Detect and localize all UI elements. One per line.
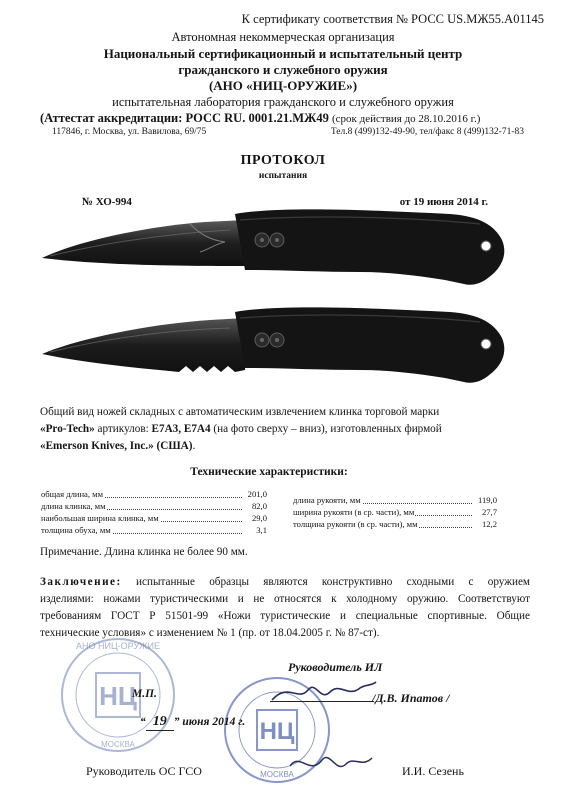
laboratory-name: испытательная лаборатория гражданского и служебного оружия: [112, 95, 454, 109]
spec-row: [40, 500, 268, 512]
cert-body-head-title: Руководитель ОС ГСО: [86, 764, 202, 778]
description-line2-tail: (на фото сверху – вниз), изготовленных фирмой: [210, 423, 442, 435]
spec-label: длина рукояти, мм: [293, 495, 361, 505]
stamp-city: МОСКВА: [260, 770, 294, 779]
stamp-ring-text: АНО НИЦ-ОРУЖИЕ: [76, 641, 160, 651]
organization-stamp: [58, 635, 178, 755]
spec-label: наибольшая ширина клинка, мм: [41, 513, 159, 523]
specs-title: Технические характеристики:: [190, 466, 348, 478]
description-articles-label: артикулов:: [94, 423, 152, 435]
stamp-logo: НЦ: [259, 718, 295, 745]
lab-head-title: Руководитель ИЛ: [288, 660, 383, 674]
organization-name-line1: Национальный сертификационный и испытательный центр: [103, 46, 463, 61]
spec-row: [292, 494, 498, 506]
spec-value: 82,0: [251, 501, 267, 511]
lab-head-name: /Д.В. Ипатов /: [372, 691, 450, 705]
spec-value: 3,1: [256, 525, 267, 535]
description-line1: Общий вид ножей складных с автоматическим извлечением клинка торговой марки: [40, 406, 440, 418]
lab-head-signature: [268, 672, 378, 712]
phones: Тел.8 (499)132-49-90, тел/факс 8 (499)132-71-83: [330, 127, 524, 137]
description: [40, 404, 442, 455]
signature-date: [140, 714, 245, 731]
conclusion-line2: изделиями: ножами туристическими и не относятся к холодному оружию. Соответствуют: [40, 593, 530, 605]
signature-day: 19: [146, 714, 174, 731]
organization-name-line2: гражданского и служебного оружия: [178, 62, 388, 77]
protocol-date: от 19 июня 2014 г.: [399, 196, 488, 208]
address: 117846, г. Москва, ул. Вавилова, 69/75: [52, 127, 207, 137]
spec-label: толщина рукояти (в ср. части), мм: [293, 519, 418, 529]
spec-label: общая длина, мм: [41, 489, 104, 499]
spec-value: 29,0: [251, 513, 267, 523]
knife-photo-e7a4: [40, 290, 510, 400]
specs-right-column: [292, 494, 498, 530]
spec-label: длина клинка, мм: [41, 501, 106, 511]
accreditation: [40, 111, 480, 126]
spec-label: толщина обуха, мм: [41, 525, 111, 535]
conclusion: [40, 574, 530, 642]
conclusion-text1: испытанные образцы являются конструктивно сходными с оружием: [136, 576, 530, 588]
model-numbers: E7A3, E7A4: [151, 423, 211, 435]
spec-value: 27,7: [481, 507, 497, 517]
brand-name: «Pro-Tech»: [40, 423, 95, 435]
note: Примечание. Длина клинка не более 90 мм.: [40, 546, 248, 558]
date-open-quote: “: [140, 716, 146, 728]
spec-label: ширина рукояти (в ср. части), мм: [293, 507, 415, 517]
protocol-title: ПРОТОКОЛ: [240, 153, 326, 168]
certificate-reference: К сертификату соответствия № РОСС US.МЖ55.А01145: [241, 12, 544, 26]
stamp-city: МОСКВА: [101, 740, 135, 749]
date-close-quote: ”: [173, 716, 180, 728]
conclusion-line4: технические условия» с изменением № 1 (пр. от 18.04.2005 г. № 87-ст).: [40, 627, 380, 639]
conclusion-label: Заключение:: [40, 576, 122, 588]
protocol-subtitle: испытания: [258, 171, 308, 181]
cert-body-head-name: И.И. Сезень: [402, 764, 464, 778]
accreditation-validity: (срок действия до 28.10.2016 г.): [332, 113, 481, 125]
protocol-number: № ХО-994: [82, 196, 132, 208]
spec-row: [40, 512, 268, 524]
stamp-place-label: М.П.: [132, 688, 157, 700]
specs-left-column: [40, 488, 268, 536]
spec-row: [40, 488, 268, 500]
spec-value: 12,2: [481, 519, 497, 529]
spec-row: [292, 506, 498, 518]
description-end: .: [192, 440, 196, 452]
spec-row: [40, 524, 268, 536]
organization-type: Автономная некоммерческая организация: [171, 30, 395, 44]
stamp-logo: НЦ: [99, 681, 137, 711]
cert-body-head-signature: [286, 744, 376, 784]
spec-value: 201,0: [247, 489, 267, 499]
spec-row: [292, 518, 498, 530]
conclusion-line3: требованиям ГОСТ Р 51501-99 «Ножи туристические и специальные спортивные. Общие: [40, 610, 530, 622]
signature-month-year: июня 2014 г.: [179, 716, 246, 728]
conclusion-line1: [40, 574, 530, 591]
description-line2: [40, 421, 442, 438]
spec-value: 119,0: [477, 495, 497, 505]
accreditation-number: (Аттестат аккредитации: РОСС RU. 0001.21.МЖ49: [40, 111, 329, 125]
manufacturer: «Emerson Knives, Inc.» (США): [40, 440, 193, 452]
description-line3: [40, 438, 442, 455]
organization-short-name: (АНО «НИЦ-ОРУЖИЕ»): [208, 78, 358, 93]
